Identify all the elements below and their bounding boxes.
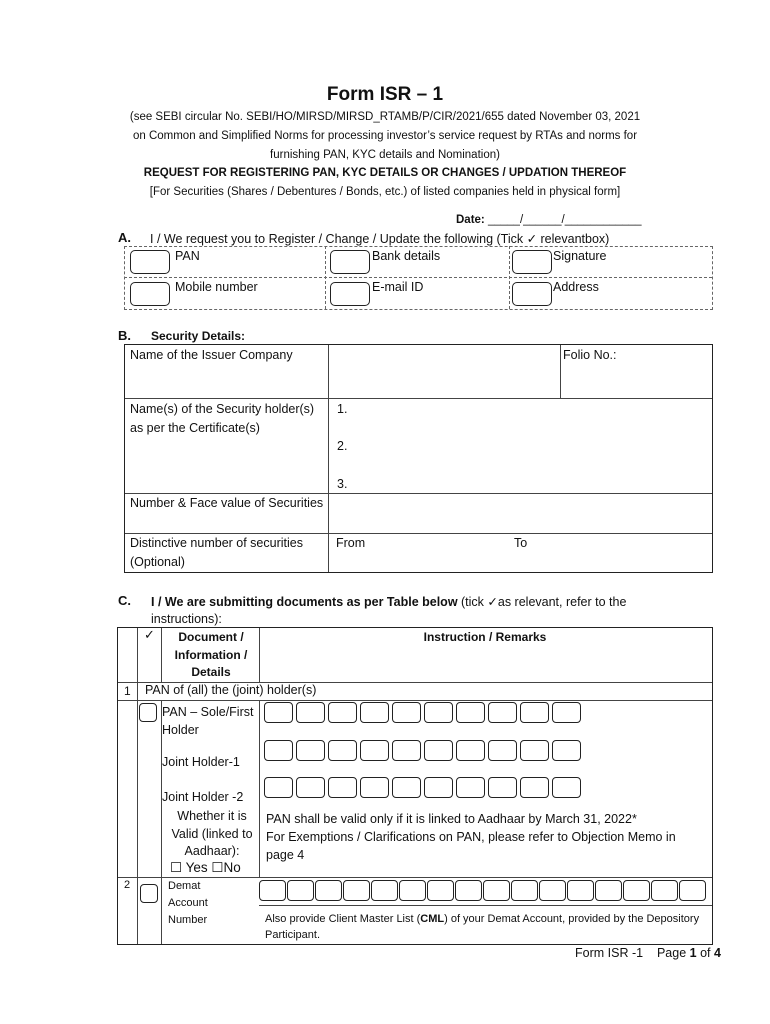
- pan-remark-exemptions: For Exemptions / Clarifications on PAN, please refer to Objection Memo in page 4: [266, 830, 676, 862]
- section-c-instruction-rest: (tick ✓as relevant, refer to the: [457, 595, 627, 609]
- pan-char-box[interactable]: [456, 777, 485, 798]
- pan-char-box[interactable]: [392, 740, 421, 761]
- issuer-company-input[interactable]: [330, 347, 558, 396]
- date-blanks: _____/______/____________: [487, 214, 642, 226]
- table-divider: [259, 628, 260, 682]
- demat-char-box[interactable]: [315, 880, 342, 901]
- pan-char-box[interactable]: [264, 777, 293, 798]
- option-address-label: Address: [553, 280, 599, 294]
- pan-char-box[interactable]: [424, 740, 453, 761]
- section-c-instruction: [151, 594, 626, 609]
- footer-page-total: 4: [714, 946, 721, 960]
- option-email-label: E-mail ID: [372, 280, 424, 294]
- option-mobile-label: Mobile number: [175, 280, 258, 294]
- issuer-company-label: Name of the Issuer Company: [130, 348, 293, 362]
- pan-remark-aadhaar: PAN shall be valid only if it is linked to Aadhaar by March 31, 2022*: [266, 812, 637, 826]
- pan-char-box[interactable]: [488, 702, 517, 723]
- pan-char-box[interactable]: [392, 702, 421, 723]
- footer-of-word: of: [700, 946, 711, 960]
- holder-2-number: 2.: [337, 439, 348, 453]
- section-a-divider: [124, 277, 712, 278]
- holder-names-input[interactable]: [352, 400, 707, 490]
- pan-char-box[interactable]: [328, 777, 357, 798]
- from-label: From: [336, 536, 366, 550]
- aadhaar-yes-checkbox[interactable]: ☐ Yes: [170, 860, 208, 875]
- pan-char-box[interactable]: [424, 702, 453, 723]
- demat-char-box[interactable]: [455, 880, 482, 901]
- circular-line-2: on Common and Simplified Norms for processing investor’s service request by RTAs and norms for: [132, 130, 638, 142]
- bank-details-checkbox[interactable]: [330, 250, 370, 274]
- pan-char-box[interactable]: [424, 777, 453, 798]
- row-1-number: 1: [124, 684, 131, 698]
- demat-remark-pre: Also provide Client Master List (: [265, 913, 421, 925]
- pan-joint-1-input[interactable]: [264, 740, 594, 762]
- circular-line-3: furnishing PAN, KYC details and Nomination): [270, 149, 500, 161]
- footer-page-number: 1: [689, 946, 697, 960]
- mobile-checkbox[interactable]: [130, 282, 170, 306]
- aadhaar-link-question: Whether it is Valid (linked to Aadhaar):: [171, 809, 253, 858]
- section-a-divider: [325, 246, 326, 309]
- row-2-number: 2: [124, 879, 131, 891]
- circular-line-1: (see SEBI circular No. SEBI/HO/MIRSD/MIRSD_RTAMB/P/CIR/2021/655 dated November 03, 2021: [129, 111, 641, 123]
- folio-label: Folio No.:: [563, 348, 617, 362]
- pan-char-box[interactable]: [360, 740, 389, 761]
- pan-char-box[interactable]: [520, 777, 549, 798]
- section-c-letter: C.: [118, 593, 131, 608]
- aadhaar-linked-options: [170, 860, 241, 876]
- table-divider: [161, 628, 162, 682]
- pan-char-box[interactable]: [360, 777, 389, 798]
- pan-char-box[interactable]: [296, 702, 325, 723]
- demat-char-box[interactable]: [343, 880, 370, 901]
- pan-checkbox[interactable]: [130, 250, 170, 274]
- tick-column-header: ✓: [144, 627, 155, 642]
- pan-char-box[interactable]: [296, 777, 325, 798]
- joint-holder-2-label: Joint Holder -2: [162, 790, 244, 804]
- pan-char-box[interactable]: [552, 740, 581, 761]
- pan-document-checkbox[interactable]: [139, 703, 157, 722]
- scope-note: [For Securities (Shares / Debentures / Bonds, etc.) of listed companies held in physical form]: [149, 186, 621, 198]
- number-face-input[interactable]: [330, 495, 708, 531]
- request-title: REQUEST FOR REGISTERING PAN, KYC DETAILS OR CHANGES / UPDATION THEREOF: [143, 167, 627, 179]
- pan-char-box[interactable]: [296, 740, 325, 761]
- aadhaar-no-checkbox[interactable]: ☐No: [211, 860, 241, 875]
- holder-3-number: 3.: [337, 477, 348, 491]
- section-a-letter: A.: [118, 230, 131, 245]
- demat-char-box[interactable]: [595, 880, 622, 901]
- row-1-title: PAN of (all) the (joint) holder(s): [145, 683, 317, 697]
- demat-char-box[interactable]: [287, 880, 314, 901]
- section-a-divider: [509, 246, 510, 309]
- section-b-letter: B.: [118, 328, 131, 343]
- table-divider: [125, 398, 712, 399]
- table-divider: [137, 628, 138, 944]
- address-checkbox[interactable]: [512, 282, 552, 306]
- pan-char-box[interactable]: [520, 740, 549, 761]
- option-signature-label: Signature: [553, 249, 607, 263]
- footer-form-name: Form ISR -1: [575, 946, 644, 960]
- option-pan-label: PAN: [175, 249, 200, 263]
- pan-char-box[interactable]: [392, 777, 421, 798]
- pan-char-box[interactable]: [488, 740, 517, 761]
- signature-checkbox[interactable]: [512, 250, 552, 274]
- to-label: To: [514, 536, 528, 550]
- demat-char-box[interactable]: [427, 880, 454, 901]
- pan-char-box[interactable]: [264, 702, 293, 723]
- demat-remark-cml: CML: [420, 913, 445, 925]
- holder-1-number: 1.: [337, 402, 348, 416]
- table-divider: [560, 345, 561, 398]
- demat-char-box[interactable]: [679, 880, 706, 901]
- table-divider: [328, 345, 329, 572]
- pan-char-box[interactable]: [456, 740, 485, 761]
- section-c-instruction-line2: instructions):: [151, 612, 222, 626]
- demat-char-box[interactable]: [511, 880, 538, 901]
- section-c-instruction-bold: I / We are submitting documents as per Table below: [151, 595, 458, 609]
- email-checkbox[interactable]: [330, 282, 370, 306]
- pan-char-box[interactable]: [552, 702, 581, 723]
- pan-char-box[interactable]: [456, 702, 485, 723]
- pan-sole-label: PAN – Sole/First Holder: [162, 705, 254, 737]
- pan-sole-input[interactable]: [264, 702, 594, 724]
- distinctive-number-label: Distinctive number of securities (Optional): [130, 536, 303, 569]
- demat-char-box[interactable]: [567, 880, 594, 901]
- demat-char-box[interactable]: [483, 880, 510, 901]
- demat-checkbox[interactable]: [140, 884, 158, 903]
- demat-account-label: Demat Account Number: [168, 880, 208, 926]
- demat-char-box[interactable]: [651, 880, 678, 901]
- section-b-heading: Security Details:: [151, 329, 246, 343]
- pan-char-box[interactable]: [360, 702, 389, 723]
- page-footer: [575, 946, 721, 960]
- pan-char-box[interactable]: [264, 740, 293, 761]
- pan-joint-2-input[interactable]: [264, 777, 594, 799]
- demat-remark: [265, 911, 705, 943]
- option-bank-label: Bank details: [372, 249, 441, 263]
- demat-account-input[interactable]: [259, 880, 713, 902]
- section-a-instruction: I / We request you to Register / Change / Update the following (Tick ✓ relevantbox): [150, 232, 610, 246]
- demat-char-box[interactable]: [399, 880, 426, 901]
- demat-char-box[interactable]: [371, 880, 398, 901]
- demat-char-box[interactable]: [623, 880, 650, 901]
- pan-char-box[interactable]: [520, 702, 549, 723]
- demat-remark-post: ) of your Demat Account, provided by the Depository Participant.: [265, 913, 700, 941]
- instruction-column-header: Instruction / Remarks: [423, 630, 547, 644]
- table-divider: [259, 905, 712, 906]
- holders-label: Name(s) of the Security holder(s) as per the Certificate(s): [130, 402, 315, 435]
- folio-input[interactable]: [620, 347, 708, 396]
- pan-char-box[interactable]: [552, 777, 581, 798]
- pan-char-box[interactable]: [488, 777, 517, 798]
- demat-char-box[interactable]: [259, 880, 286, 901]
- number-face-label: Number & Face value of Securities: [130, 496, 324, 510]
- pan-char-box[interactable]: [328, 740, 357, 761]
- table-divider: [118, 700, 712, 701]
- pan-char-box[interactable]: [328, 702, 357, 723]
- date-label: Date:: [456, 214, 485, 226]
- demat-char-box[interactable]: [539, 880, 566, 901]
- date-field[interactable]: [456, 214, 641, 226]
- form-title: Form ISR – 1: [326, 84, 444, 105]
- footer-page-word: Page: [656, 946, 687, 960]
- document-column-header: Document / Information / Details: [174, 630, 248, 679]
- joint-holder-1-label: Joint Holder-1: [162, 755, 240, 769]
